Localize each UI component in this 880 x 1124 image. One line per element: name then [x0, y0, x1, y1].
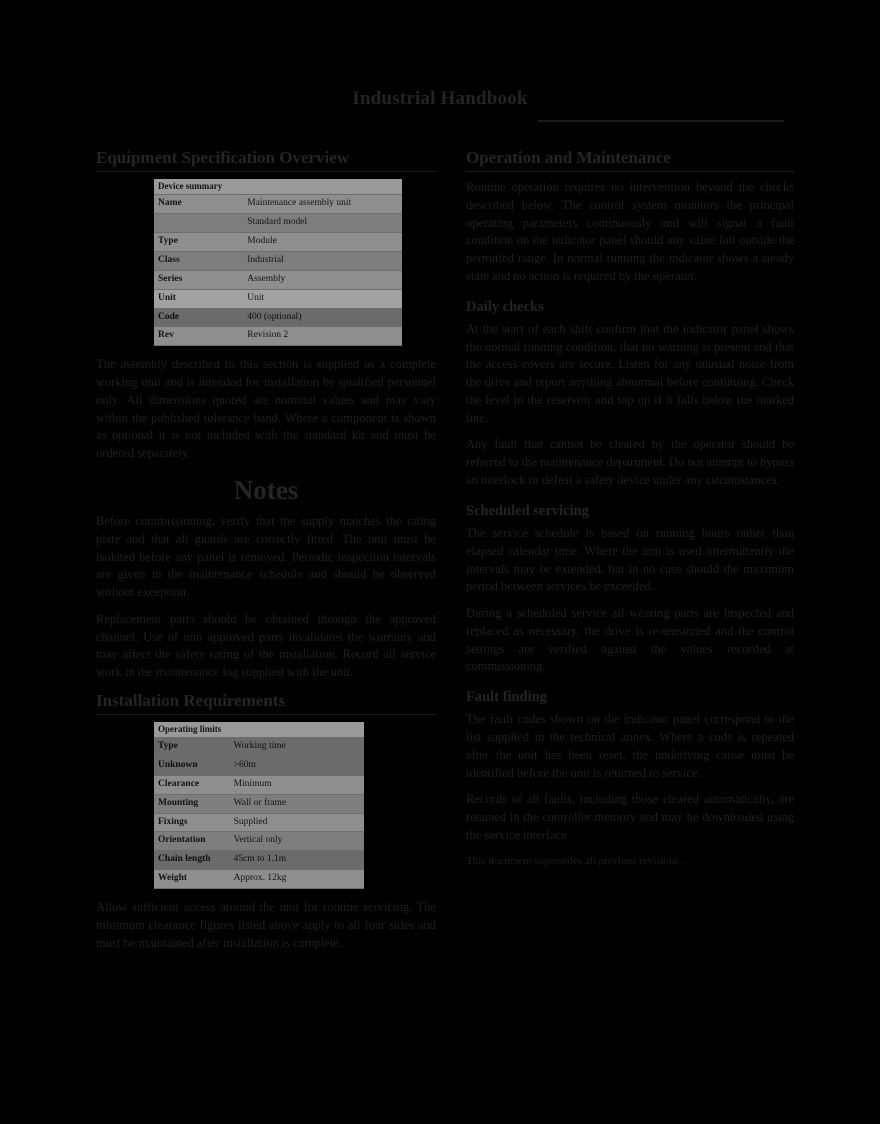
table-row: [154, 327, 402, 346]
row-value: Supplied: [233, 816, 268, 827]
row-label: Weight: [158, 873, 188, 884]
row-value: 45cm to 1.1m: [230, 851, 364, 870]
row-label: Mounting: [158, 797, 199, 808]
right-paragraph-5: During a scheduled service all wearing parts are inspected and replaced as necessary, the drive is re-tensioned and the control settings are verified against the values recorded at commissioning.: [466, 606, 794, 674]
right-subsection-3: Fault finding: [466, 689, 547, 706]
row-value: Unit: [247, 292, 265, 303]
row-value: Maintenance assembly unit: [247, 198, 352, 209]
left-paragraph-2: Before commissioning, verify that the supply matches the rating plate and that all guards are correctly fitted. The unit must be isolated before any panel is removed. Periodic inspection intervals are given in the maintenance schedule and should be observed without exception.: [96, 514, 436, 600]
table-row: [154, 794, 364, 813]
row-label: Unit: [158, 292, 176, 303]
row-label: Fixings: [158, 816, 188, 827]
row-value: Minimum: [233, 778, 272, 789]
right-paragraph-7: Records of all faults, including those cleared automatically, are retained in the controller memory and may be downloaded using the service interface.: [466, 792, 794, 842]
table-row: [154, 813, 364, 832]
row-value: 400 (optional): [243, 308, 402, 327]
table-row: [154, 289, 402, 308]
row-label: Code: [154, 308, 243, 327]
row-value: Industrial: [247, 254, 284, 265]
table-row: [154, 832, 364, 851]
row-label: Type: [154, 738, 230, 757]
left-paragraph-4: Allow sufficient access around the unit for routine servicing. The minimum clearance figures listed above apply to all four sides and must be maintained after installation is complete.: [96, 900, 436, 950]
row-label: Series: [158, 273, 183, 284]
row-label: [154, 214, 243, 233]
row-value: Assembly: [247, 273, 286, 284]
right-paragraph-3: Any fault that cannot be cleared by the operator should be referred to the maintenance department. Do not attempt to bypass an interlock or defeat a safety device under any circumstances.: [466, 437, 794, 487]
row-value: Working time: [230, 738, 364, 757]
page-header: [0, 88, 880, 110]
header-rule: [538, 120, 784, 122]
row-label: Name: [158, 198, 182, 209]
row-label: Clearance: [158, 778, 200, 789]
left-section-heading: Equipment Specification Overview: [96, 148, 436, 172]
right-paragraph-2: At the start of each shift confirm that the indicator panel shows the normal running condition, that no warning is present and that the access covers are secure. Listen for any unusual noise from the drive and report anything abnormal before continuing. Check the level in the reservoir and top up if it falls below the marked line.: [466, 321, 794, 425]
table-row: [154, 233, 402, 252]
row-label: Orientation: [158, 835, 206, 846]
table-row: [154, 775, 364, 794]
infobox-caption: Operating limits: [154, 722, 364, 738]
table-row: [154, 738, 364, 757]
left-big-heading: Notes: [233, 474, 299, 505]
left-column: [96, 148, 436, 961]
infobox-caption: Device summary: [154, 179, 402, 195]
table-row: [154, 870, 364, 889]
right-paragraph-6: The fault codes shown on the indicator panel correspond to the list supplied in the technical annex. Where a code is repeated after the unit has been reset, the underlying cause must be identified before the unit is returned to service.: [466, 712, 794, 780]
infobox-equipment: [154, 179, 402, 346]
left-section-heading-2: Installation Requirements: [96, 691, 436, 715]
right-column: [466, 148, 794, 877]
right-subsection-1: Daily checks: [466, 298, 544, 315]
row-value: Approx. 12kg: [233, 873, 287, 884]
row-label: Class: [158, 254, 180, 265]
table-row: [154, 756, 364, 775]
right-subsection-2: Scheduled servicing: [466, 502, 589, 519]
row-value: Revision 2: [247, 330, 289, 341]
table-row: [154, 251, 402, 270]
infobox-operating-limits: [154, 722, 364, 889]
table-row: [154, 270, 402, 289]
page-title: Industrial Handbook: [352, 88, 528, 109]
row-value: >60m: [230, 756, 364, 775]
row-label: Unknown: [154, 756, 230, 775]
table-row: [154, 851, 364, 870]
table-row: [154, 214, 402, 233]
left-paragraph-1: The assembly described in this section is supplied as a complete working unit and is intended for installation by qualified personnel only. All dimensions quoted are nominal values and may vary within the published tolerance band. Where a component is shown as optional it is not included with the standard kit and must be ordered separately.: [96, 357, 436, 461]
table-row: [154, 308, 402, 327]
right-paragraph-4: The service schedule is based on running hours rather than elapsed calendar time. Where the unit is used intermittently the intervals may be extended, but in no case should the maximum period between services be exceeded.: [466, 526, 794, 594]
right-closing-note: This document supersedes all previous revisions.: [466, 854, 682, 867]
row-label: Rev: [158, 330, 174, 341]
row-label: Type: [158, 236, 178, 247]
right-paragraph-1: Routine operation requires no intervention beyond the checks described below. The control system monitors the principal operating parameters continuously and will signal a fault condition on the indicator panel should any value fall outside the permitted range. In normal running the indicator shows a steady state and no action is required by the operator.: [466, 180, 794, 283]
left-paragraph-3: Replacement parts should be obtained through the approved channel. Use of non approved parts invalidates the warranty and may affect the safety rating of the installation. Record all service work in the maintenance log supplied with the unit.: [96, 611, 436, 680]
row-value: Wall or frame: [233, 797, 287, 808]
row-label: Chain length: [154, 851, 230, 870]
row-value: Module: [247, 236, 277, 247]
right-section-heading: Operation and Maintenance: [466, 148, 794, 172]
row-value: Vertical only: [233, 835, 283, 846]
row-value: Standard model: [247, 217, 308, 228]
table-row: [154, 195, 402, 214]
